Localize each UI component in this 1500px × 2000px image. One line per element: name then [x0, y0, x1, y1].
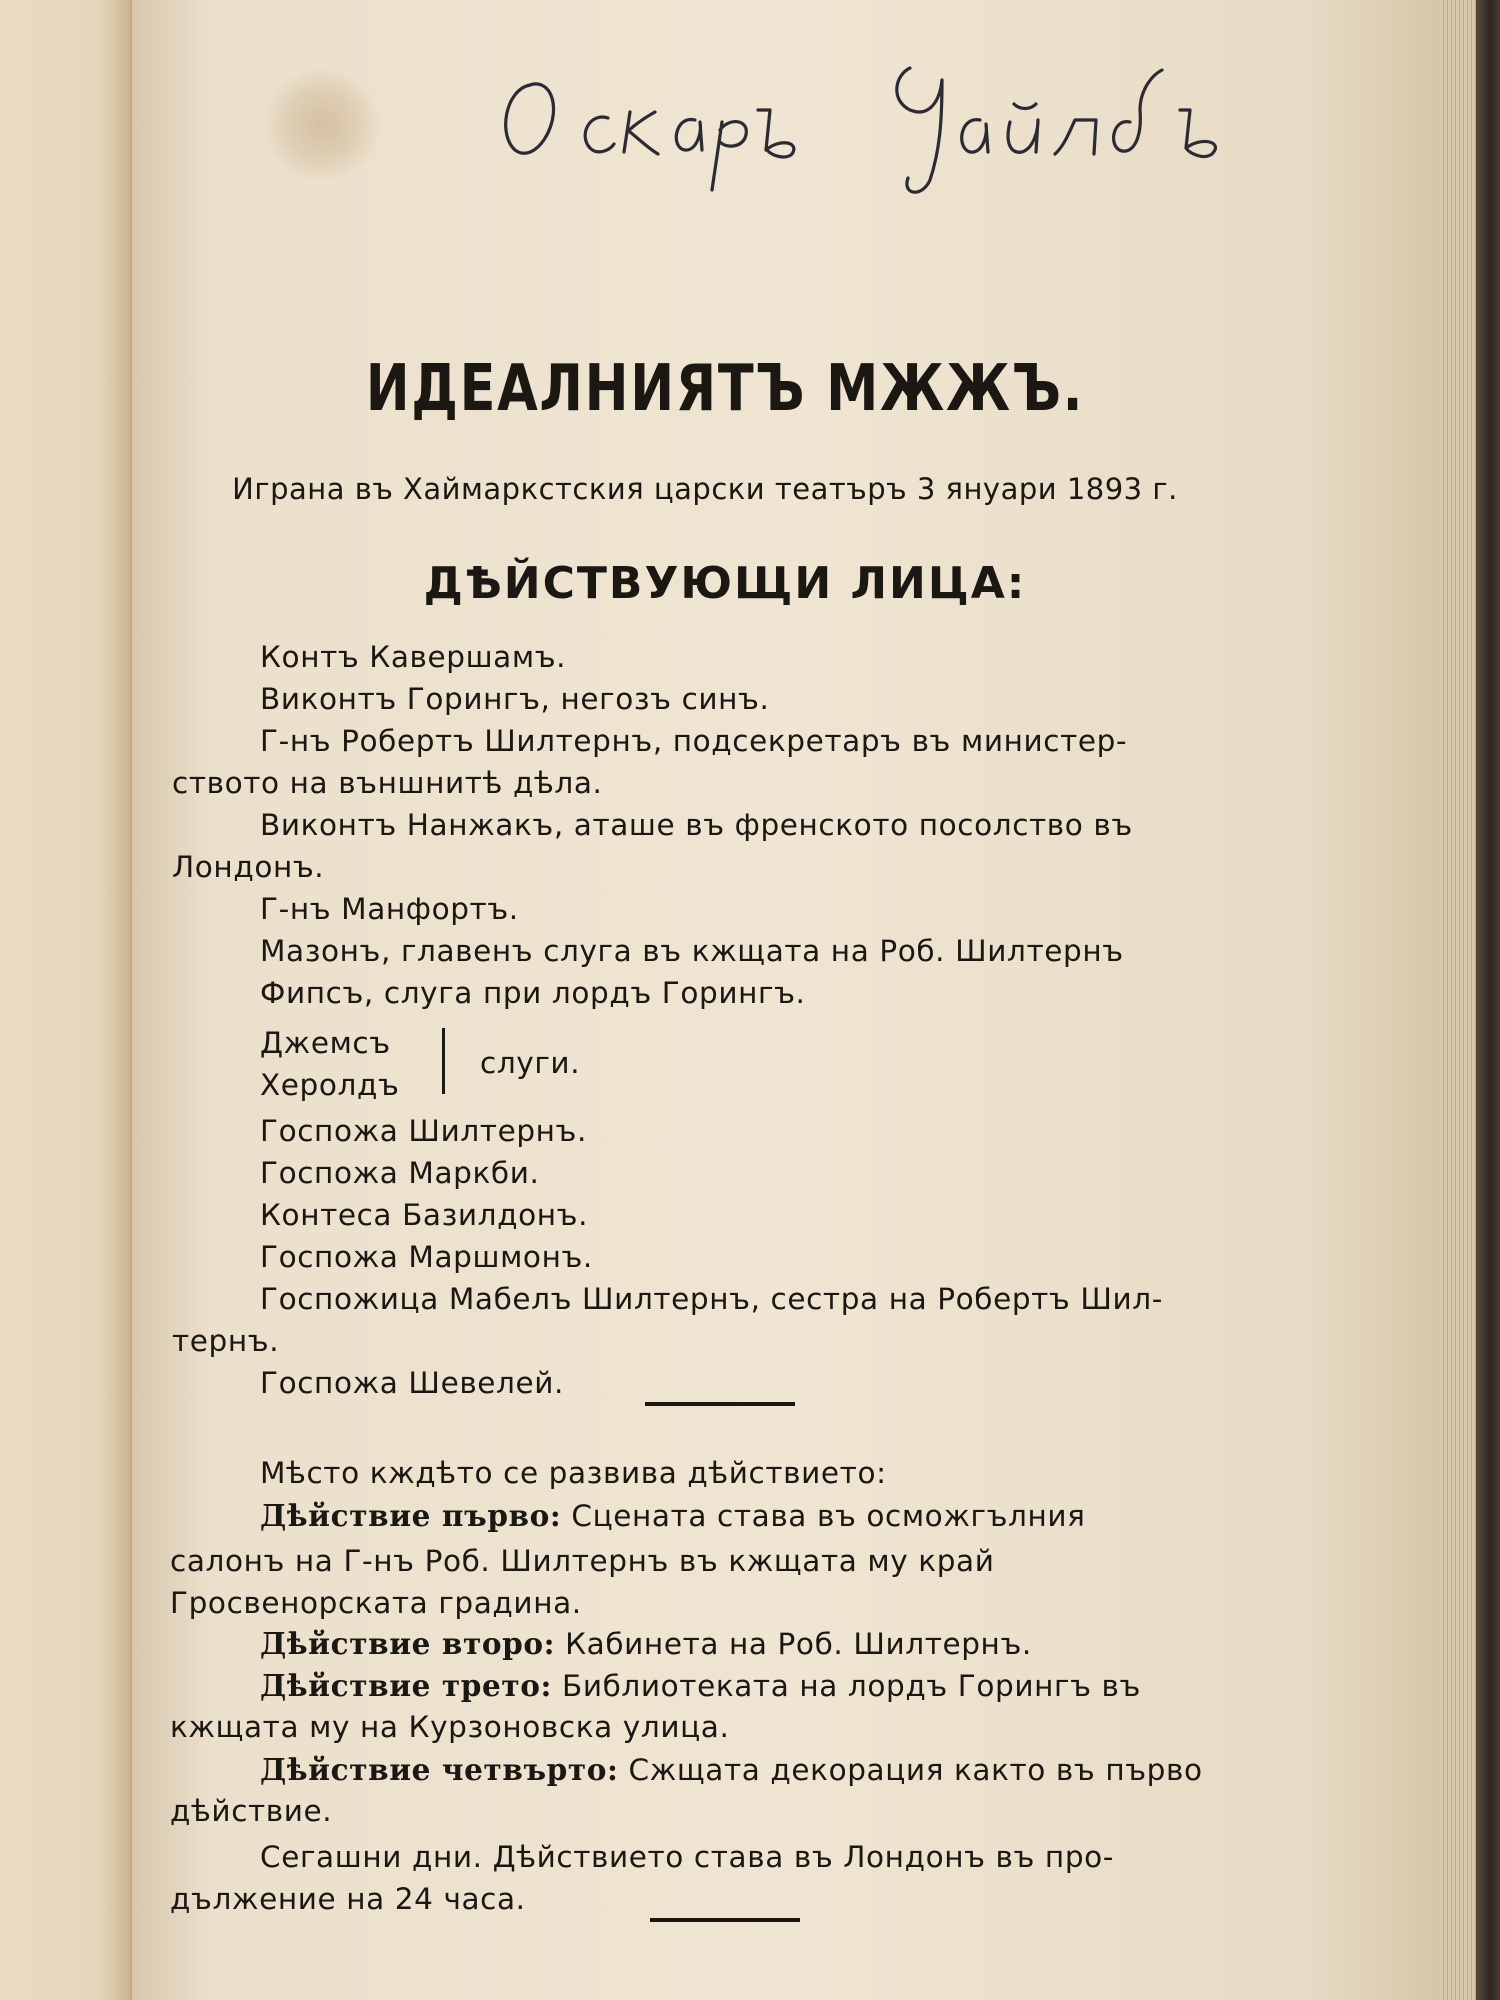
- section-divider: [645, 1402, 795, 1406]
- act-two-line: [260, 1626, 1032, 1661]
- act-three-line: [260, 1668, 1141, 1703]
- servants-brace: [432, 1028, 445, 1094]
- premiere-note: Играна въ Хаймаркстския царски театъръ 3 януари 1893 г.: [232, 472, 1178, 506]
- person-line: Госпожа Маршмонъ.: [260, 1240, 593, 1274]
- act-text: Сжщата декорация както въ първо: [628, 1753, 1203, 1787]
- person-line: Г-нъ Робертъ Шилтернъ, подсекретаръ въ министер-: [260, 724, 1128, 758]
- signature-drawing: [490, 30, 1290, 210]
- servant-name: Херолдъ: [260, 1068, 400, 1102]
- act-label: Дѣйствие четвърто:: [260, 1752, 619, 1787]
- person-line: Госпожа Шевелей.: [260, 1366, 565, 1400]
- person-line: Госпожица Мабелъ Шилтернъ, сестра на Робертъ Шил-: [260, 1282, 1163, 1316]
- servant-name: Джемсъ: [260, 1026, 391, 1060]
- book-cover: [1476, 0, 1500, 2000]
- act-text: Библиотеката на лордъ Горингъ въ: [562, 1669, 1141, 1703]
- closing-line: дължение на 24 часа.: [170, 1882, 526, 1916]
- person-line: Контъ Кавершамъ.: [260, 640, 567, 674]
- act-text: Кабинета на Роб. Шилтернъ.: [565, 1627, 1032, 1661]
- act-continuation: дѣйствие.: [170, 1794, 333, 1828]
- act-continuation: кжщата му на Курзоновска улица.: [170, 1710, 730, 1744]
- end-divider: [650, 1918, 800, 1922]
- act-label: Дѣйствие първо:: [260, 1498, 562, 1533]
- person-line: Контеса Базилдонъ.: [260, 1198, 589, 1232]
- act-one-line: [260, 1498, 1086, 1533]
- act-label: Дѣйствие второ:: [260, 1626, 556, 1661]
- servants-label: слуги.: [480, 1046, 581, 1080]
- act-label: Дѣйствие трето:: [260, 1668, 553, 1703]
- person-line: Лондонъ.: [172, 850, 325, 884]
- person-line: Фипсъ, слуга при лордъ Горингъ.: [260, 976, 806, 1010]
- person-line: Виконтъ Нанжакъ, аташе въ френското посолство въ: [260, 808, 1133, 842]
- previous-page-edge: [0, 0, 140, 2000]
- setting-intro: Мѣсто кждѣто се развива дѣйствието:: [260, 1456, 887, 1490]
- handwritten-signature: [490, 30, 1290, 210]
- play-title: ИДЕАЛНИЯТЪ МЖЖЪ.: [365, 352, 1085, 426]
- person-line: Г-нъ Манфортъ.: [260, 892, 519, 926]
- person-line: Виконтъ Горингъ, негозъ синъ.: [260, 682, 770, 716]
- closing-line: Сегашни дни. Дѣйствието става въ Лондонъ въ про-: [260, 1840, 1115, 1874]
- person-line: Госпожа Шилтернъ.: [260, 1114, 587, 1148]
- person-line: Мазонъ, главенъ слуга въ кжщата на Роб. Шилтернъ: [260, 934, 1124, 968]
- person-line: ството на външнитѣ дѣла.: [172, 766, 603, 800]
- page-block-edges: [1440, 0, 1476, 2000]
- paper-stain: [262, 70, 382, 180]
- person-line: Госпожа Маркби.: [260, 1156, 540, 1190]
- act-continuation: салонъ на Г-нъ Роб. Шилтернъ въ кжщата му край Гросвенорската градина.: [170, 1544, 995, 1620]
- act-text: Сцената става въ осможгълния: [571, 1499, 1086, 1533]
- person-line: тернъ.: [172, 1324, 280, 1358]
- dramatis-personae-heading: ДѢЙСТВУЮЩИ ЛИЦА:: [423, 558, 1027, 609]
- act-four-line: [260, 1752, 1203, 1787]
